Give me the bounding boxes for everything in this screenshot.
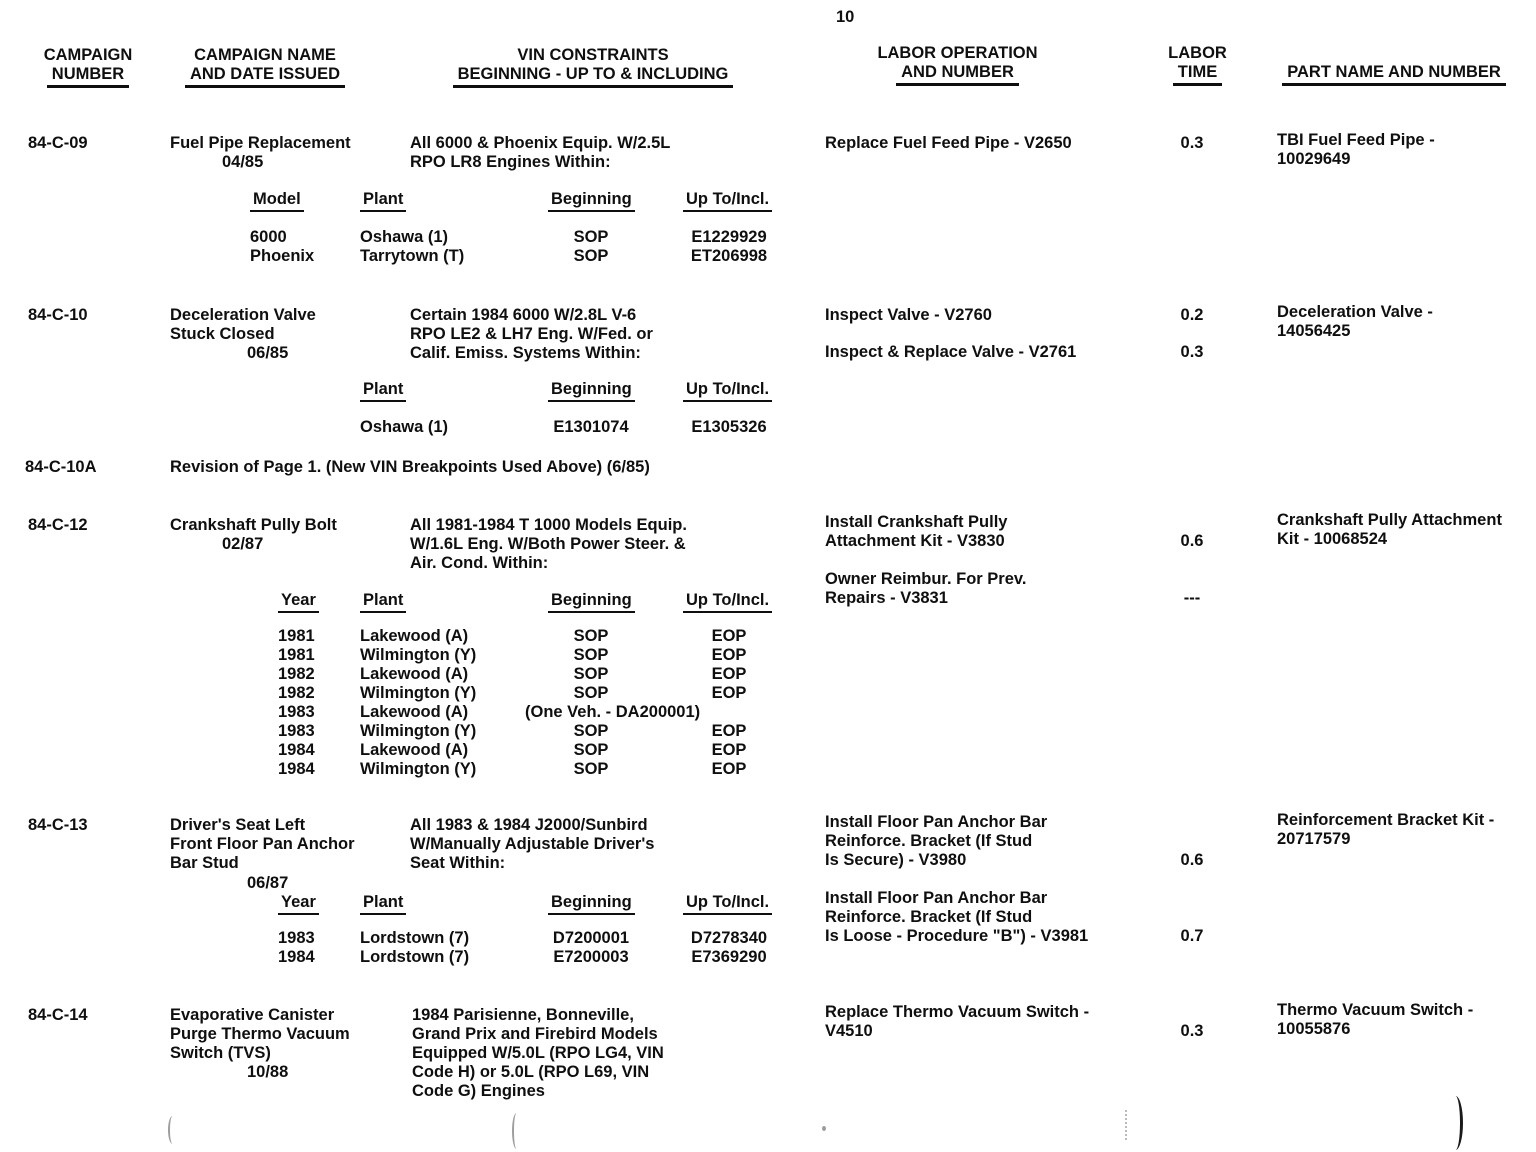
campaign-date: 06/87 xyxy=(247,874,289,892)
header-line: NUMBER xyxy=(18,65,158,84)
campaign-date: 04/85 xyxy=(222,153,264,171)
campaign-number: 84-C-14 xyxy=(28,1006,88,1024)
subtable-cell: SOP xyxy=(573,684,609,702)
campaign-date: 06/85 xyxy=(247,344,289,362)
text-line: Replace Thermo Vacuum Switch - xyxy=(825,1003,1090,1021)
scan-artifact-paren xyxy=(512,1113,521,1149)
campaign-number: 84-C-12 xyxy=(28,516,88,534)
subtable-cell: D7278340 xyxy=(690,929,768,947)
subtable-cell: EOP xyxy=(711,684,747,702)
subtable-cell: EOP xyxy=(711,722,747,740)
header-line: PART NAME AND NUMBER xyxy=(1258,63,1530,82)
column-header-vin-constraints xyxy=(402,46,784,84)
labor-time: 0.3 xyxy=(1180,134,1204,152)
subtable-cell: Oshawa (1) xyxy=(360,228,449,246)
subtable-cell: 1981 xyxy=(278,627,315,645)
labor-operation xyxy=(825,306,992,325)
text-line: Replace Fuel Feed Pipe - V2650 xyxy=(825,134,1072,152)
subtable-column-upto xyxy=(681,228,777,266)
scan-artifact-paren xyxy=(168,1116,177,1144)
labor-time: 0.6 xyxy=(1180,532,1204,550)
subtable-column-year xyxy=(278,627,315,779)
vin-constraints xyxy=(412,1006,664,1101)
text-line: Is Secure) - V3980 xyxy=(825,851,967,869)
text-line: Equipped W/5.0L (RPO LG4, VIN xyxy=(412,1044,664,1062)
vin-constraints xyxy=(410,134,670,172)
text-line: RPO LR8 Engines Within: xyxy=(410,153,611,171)
subtable-cell: Lakewood (A) xyxy=(360,665,469,683)
labor-operation xyxy=(825,343,1076,362)
subtable-cell: 1983 xyxy=(278,722,315,740)
campaign-date: 10/88 xyxy=(247,1063,289,1081)
subtable-cell: Wilmington (Y) xyxy=(360,646,477,664)
campaign-number: 84-C-13 xyxy=(28,816,88,834)
text-line: RPO LE2 & LH7 Eng. W/Fed. or xyxy=(410,325,653,343)
text-line: Is Loose - Procedure "B") - V3981 xyxy=(825,927,1089,945)
subtable-cell: Phoenix xyxy=(250,247,315,265)
text-line: Code G) Engines xyxy=(412,1082,545,1100)
text-line: Grand Prix and Firebird Models xyxy=(412,1025,658,1043)
subtable-column-model xyxy=(250,228,314,266)
subtable-cell: SOP xyxy=(573,247,609,265)
text-line: Kit - 10068524 xyxy=(1277,530,1388,548)
subtable-cell: E1301074 xyxy=(553,418,629,436)
text-line: Driver's Seat Left xyxy=(170,816,306,834)
campaign-number: 84-C-10A xyxy=(25,458,97,476)
subtable-header-year: Year xyxy=(278,591,319,610)
text-line: 1984 Parisienne, Bonneville, xyxy=(412,1006,634,1024)
subtable-cell: 1982 xyxy=(278,684,315,702)
header-line: LABOR xyxy=(1168,44,1227,62)
text-line: V4510 xyxy=(825,1022,873,1040)
subtable-cell: 1983 xyxy=(278,703,315,721)
header-line: CAMPAIGN xyxy=(43,46,133,64)
labor-operation xyxy=(825,513,1007,551)
subtable-cell: E1229929 xyxy=(691,228,767,246)
column-header-labor-time xyxy=(1150,44,1245,82)
text-line: 20717579 xyxy=(1277,830,1351,848)
vin-constraints xyxy=(410,816,654,873)
text-line: Install Floor Pan Anchor Bar xyxy=(825,889,1048,907)
campaign-name xyxy=(170,816,355,873)
column-header-campaign-name xyxy=(160,46,370,84)
text-line: Install Crankshaft Pully xyxy=(825,513,1008,531)
subtable-cell: Wilmington (Y) xyxy=(360,722,477,740)
header-line: CAMPAIGN NAME xyxy=(194,46,336,64)
campaign-name xyxy=(170,134,351,153)
subtable-cell: EOP xyxy=(711,760,747,778)
subtable-cell: 1983 xyxy=(278,929,315,947)
part-name xyxy=(1277,511,1502,549)
text-line: Owner Reimbur. For Prev. xyxy=(825,570,1027,588)
subtable-cell: 1984 xyxy=(278,741,315,759)
subtable-cell: SOP xyxy=(573,646,609,664)
text-line: Stuck Closed xyxy=(170,325,275,343)
text-line: Code H) or 5.0L (RPO L69, VIN xyxy=(412,1063,650,1081)
text-line: Switch (TVS) xyxy=(170,1044,271,1062)
column-header-part-name xyxy=(1258,44,1530,82)
vin-constraints xyxy=(410,306,653,363)
subtable-column-beginning xyxy=(546,228,636,266)
text-line: Crankshaft Pully Bolt xyxy=(170,516,337,534)
subtable-header-model: Model xyxy=(250,190,304,209)
vin-constraints xyxy=(410,516,687,573)
text-line: 10055876 xyxy=(1277,1020,1351,1038)
subtable-cell: SOP xyxy=(573,722,609,740)
text-line: Certain 1984 6000 W/2.8L V-6 xyxy=(410,306,637,324)
labor-time: 0.3 xyxy=(1180,1022,1204,1040)
subtable-cell: 1981 xyxy=(278,646,315,664)
subtable-column-year xyxy=(278,929,315,967)
labor-time: 0.7 xyxy=(1180,927,1204,945)
subtable-column-beginning xyxy=(546,929,636,967)
labor-time: 0.2 xyxy=(1180,306,1204,324)
subtable-cell: Lordstown (7) xyxy=(360,929,470,947)
subtable-header-beginning: Beginning xyxy=(548,591,635,610)
text-line: Attachment Kit - V3830 xyxy=(825,532,1005,550)
column-header-labor-operation xyxy=(815,44,1100,82)
text-line: Calif. Emiss. Systems Within: xyxy=(410,344,641,362)
labor-operation xyxy=(825,813,1047,870)
revision-note: Revision of Page 1. (New VIN Breakpoints Used Above) (6/85) xyxy=(170,458,650,476)
subtable-cell: E1305326 xyxy=(691,418,767,436)
text-line: Reinforcement Bracket Kit - xyxy=(1277,811,1495,829)
subtable-cell: Lakewood (A) xyxy=(360,741,469,759)
scan-artifact-dashes xyxy=(1125,1110,1127,1140)
subtable-cell: EOP xyxy=(711,741,747,759)
subtable-cell: D7200001 xyxy=(552,929,630,947)
page-number: 10 xyxy=(836,8,855,26)
header-line: VIN CONSTRAINTS xyxy=(517,46,669,64)
subtable-cell: E7200003 xyxy=(553,948,629,966)
text-line: Thermo Vacuum Switch - xyxy=(1277,1001,1474,1019)
text-line: Purge Thermo Vacuum xyxy=(170,1025,350,1043)
campaign-name xyxy=(170,1006,350,1063)
text-line: Reinforce. Bracket (If Stud xyxy=(825,908,1033,926)
subtable-header-plant: Plant xyxy=(360,893,406,912)
text-line: Front Floor Pan Anchor xyxy=(170,835,355,853)
labor-operation xyxy=(825,1003,1089,1041)
text-line: Repairs - V3831 xyxy=(825,589,948,607)
labor-time: --- xyxy=(1183,589,1201,607)
subtable-column-plant xyxy=(360,228,464,266)
subtable-cell: E7369290 xyxy=(691,948,767,966)
subtable-cell: Lakewood (A) xyxy=(360,703,469,721)
header-line: AND DATE ISSUED xyxy=(160,65,370,84)
subtable-cell: SOP xyxy=(573,760,609,778)
text-line: Evaporative Canister xyxy=(170,1006,335,1024)
subtable-header-beginning: Beginning xyxy=(548,190,635,209)
text-line: Air. Cond. Within: xyxy=(410,554,549,572)
text-line: 10029649 xyxy=(1277,150,1351,168)
text-line: 14056425 xyxy=(1277,322,1351,340)
text-line: W/1.6L Eng. W/Both Power Steer. & xyxy=(410,535,686,553)
subtable-header-beginning: Beginning xyxy=(548,893,635,912)
part-name xyxy=(1277,303,1433,341)
subtable-cell: SOP xyxy=(573,228,609,246)
header-line xyxy=(1258,44,1530,63)
header-line: TIME xyxy=(1150,63,1245,82)
labor-time: 0.6 xyxy=(1180,851,1204,869)
subtable-header-plant: Plant xyxy=(360,380,406,399)
subtable-cell: 6000 xyxy=(250,228,287,246)
subtable-cell: EOP xyxy=(711,627,747,645)
subtable-cell: ET206998 xyxy=(690,247,768,265)
text-line: All 1983 & 1984 J2000/Sunbird xyxy=(410,816,648,834)
subtable-cell: Lordstown (7) xyxy=(360,948,470,966)
part-name xyxy=(1277,811,1494,849)
subtable-header-year: Year xyxy=(278,893,319,912)
scan-artifact-paren xyxy=(1448,1096,1463,1150)
subtable-column-plant xyxy=(360,627,476,779)
subtable-column-plant xyxy=(360,929,469,967)
labor-operation xyxy=(825,889,1088,946)
subtable-cell: 1982 xyxy=(278,665,315,683)
subtable-cell: SOP xyxy=(573,627,609,645)
text-line: Bar Stud xyxy=(170,854,239,872)
subtable-header-upto: Up To/Incl. xyxy=(683,893,772,912)
text-line: TBI Fuel Feed Pipe - xyxy=(1277,131,1435,149)
subtable-column-upto xyxy=(681,929,777,967)
text-line: Reinforce. Bracket (If Stud xyxy=(825,832,1033,850)
campaign-name xyxy=(170,306,316,344)
labor-time: 0.3 xyxy=(1180,343,1204,361)
subtable-cell: 1984 xyxy=(278,948,315,966)
campaign-number: 84-C-09 xyxy=(28,134,88,152)
column-header-campaign-number xyxy=(18,46,158,84)
subtable-cell: SOP xyxy=(573,665,609,683)
subtable-header-beginning: Beginning xyxy=(548,380,635,399)
header-line: BEGINNING - UP TO & INCLUDING xyxy=(402,65,784,84)
subtable-header-plant: Plant xyxy=(360,190,406,209)
labor-operation xyxy=(825,570,1026,608)
text-line: All 6000 & Phoenix Equip. W/2.5L xyxy=(410,134,671,152)
text-line: Inspect & Replace Valve - V2761 xyxy=(825,343,1077,361)
subtable-header-plant: Plant xyxy=(360,591,406,610)
subtable-header-upto: Up To/Incl. xyxy=(683,380,772,399)
subtable-cell: Tarrytown (T) xyxy=(360,247,465,265)
subtable-cell: EOP xyxy=(711,665,747,683)
text-line: W/Manually Adjustable Driver's xyxy=(410,835,655,853)
subtable-cell: 1984 xyxy=(278,760,315,778)
text-line: Seat Within: xyxy=(410,854,506,872)
text-line: Fuel Pipe Replacement xyxy=(170,134,351,152)
subtable-cell: SOP xyxy=(573,741,609,759)
subtable-header-upto: Up To/Incl. xyxy=(683,190,772,209)
subtable-cell-span: (One Veh. - DA200001) xyxy=(525,703,701,721)
header-line: AND NUMBER xyxy=(815,63,1100,82)
labor-operation xyxy=(825,134,1072,153)
subtable-cell: EOP xyxy=(711,646,747,664)
scan-artifact-dot xyxy=(822,1126,826,1131)
subtable-cell: Oshawa (1) xyxy=(360,418,449,436)
campaign-number: 84-C-10 xyxy=(28,306,88,324)
subtable-header-upto: Up To/Incl. xyxy=(683,591,772,610)
text-line: Crankshaft Pully Attachment xyxy=(1277,511,1502,529)
text-line: All 1981-1984 T 1000 Models Equip. xyxy=(410,516,687,534)
text-line: Inspect Valve - V2760 xyxy=(825,306,992,324)
subtable-cell: Lakewood (A) xyxy=(360,627,469,645)
text-line: Deceleration Valve xyxy=(170,306,316,324)
header-line: LABOR OPERATION xyxy=(877,44,1038,62)
text-line: Deceleration Valve - xyxy=(1277,303,1433,321)
part-name xyxy=(1277,131,1435,169)
subtable-cell: Wilmington (Y) xyxy=(360,684,477,702)
subtable-cell: Wilmington (Y) xyxy=(360,760,477,778)
text-line: Install Floor Pan Anchor Bar xyxy=(825,813,1048,831)
campaign-date: 02/87 xyxy=(222,535,264,553)
campaign-name xyxy=(170,516,337,535)
part-name xyxy=(1277,1001,1473,1039)
